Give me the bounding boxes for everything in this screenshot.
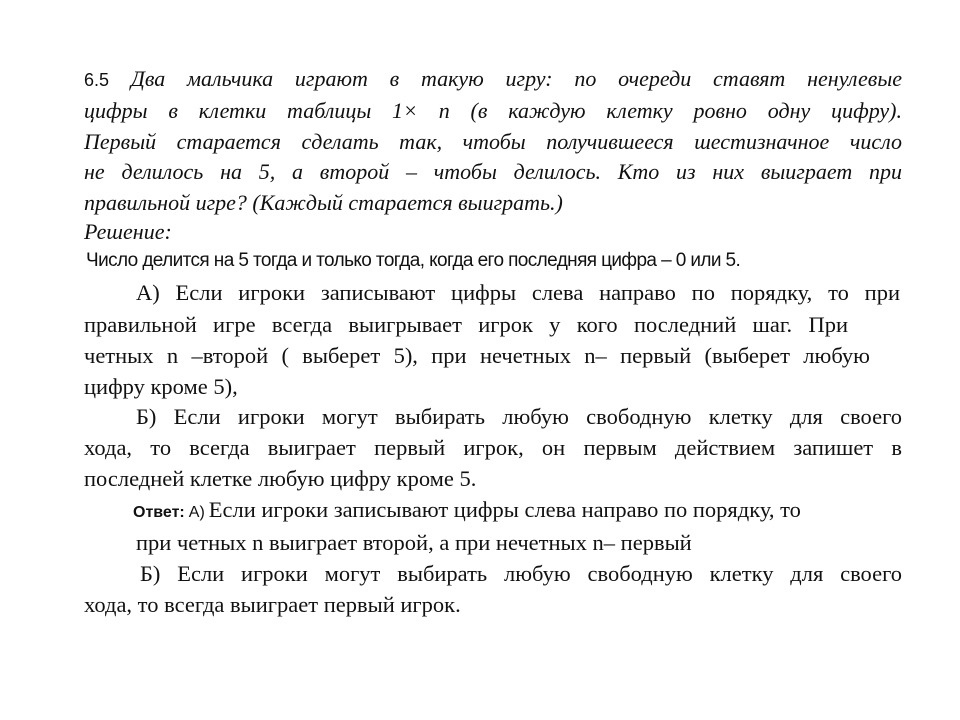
problem-line-5: правильной игре? (Каждый старается выиграть.) <box>84 190 563 215</box>
part-a-line-4: цифру кроме 5), <box>84 374 238 399</box>
problem-number: 6.5 <box>84 70 110 90</box>
solution-heading: Решение: <box>84 219 172 244</box>
problem-line-3: Первый старается сделать так, чтобы получившееся шестизначное число <box>84 129 902 154</box>
answer-a-letter: А) <box>188 504 205 521</box>
divisibility-rule: Число делится на 5 тогда и только тогда, когда его последняя цифра – 0 или 5. <box>86 250 741 271</box>
problem-line-4: не делилось на 5, а второй – чтобы делилось. Кто из них выиграет при <box>84 159 902 184</box>
part-a-line-3: четных n –второй ( выберет 5), при нечетных n– первый (выберет любую <box>84 343 870 368</box>
answer-line-2: при четных n выиграет второй, а при нечетных n– первый <box>136 530 692 555</box>
part-b-line-2: хода, то всегда выиграет первый игрок, он первым действием запишет в <box>84 435 902 460</box>
problem-text-1: Два мальчика играют в такую игру: по очереди ставят ненулевые <box>130 66 902 91</box>
problem-line-1 <box>84 68 902 90</box>
answer-line-3: Б) Если игроки могут выбирать любую свободную клетку для своего <box>140 561 902 586</box>
part-a-line-2: правильной игре всегда выигрывает игрок у кого последний шаг. При <box>84 312 848 337</box>
answer-a-text: Если игроки записывают цифры слева направо по порядку, то <box>208 497 801 522</box>
part-b-line-1: Б) Если игроки могут выбирать любую свободную клетку для своего <box>136 404 902 429</box>
part-b-line-3: последней клетке любую цифру кроме 5. <box>84 466 477 491</box>
answer-line-1 <box>133 499 801 522</box>
part-a-line-1: А) Если игроки записывают цифры слева направо по порядку, то при <box>136 280 900 305</box>
answer-label: Ответ: <box>133 504 185 521</box>
problem-line-2: цифры в клетки таблицы 1× n (в каждую клетку ровно одну цифру). <box>84 98 902 123</box>
answer-line-4: хода, то всегда выиграет первый игрок. <box>84 592 461 617</box>
